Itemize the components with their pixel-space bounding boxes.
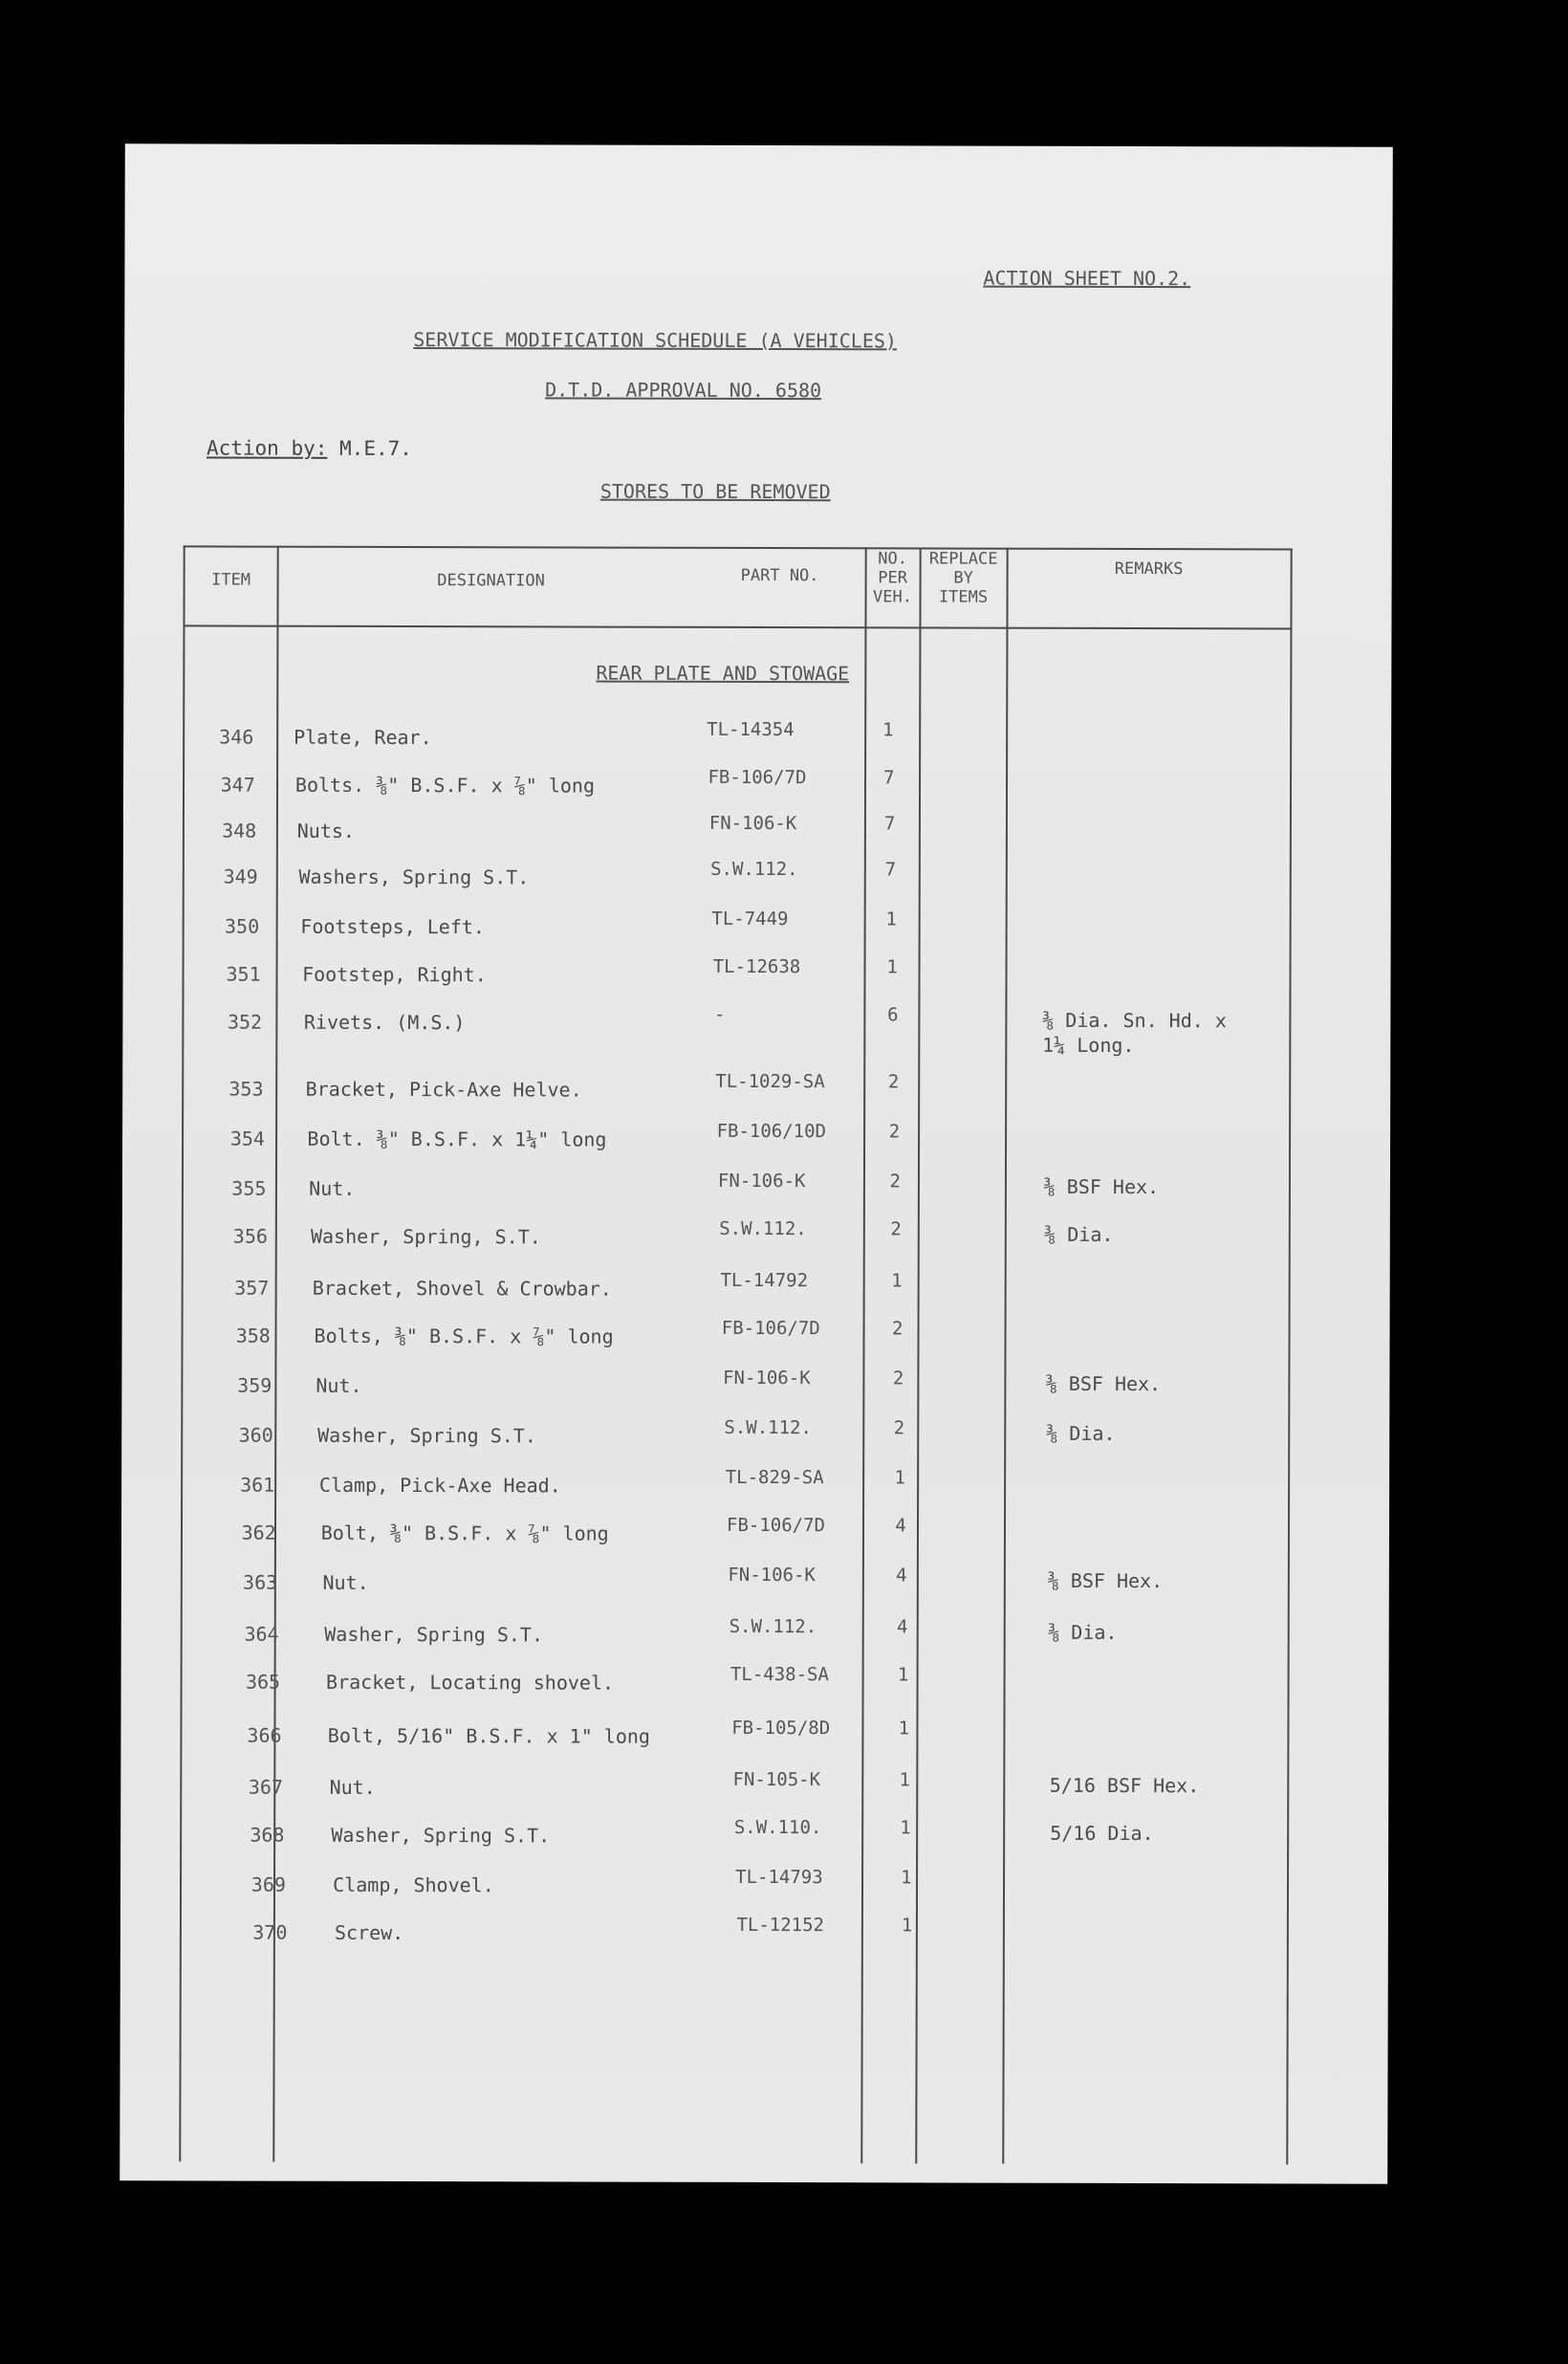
col-qty-heading-line: NO. [878, 549, 908, 569]
item-number: 365 [245, 1670, 281, 1694]
item-number: 364 [244, 1622, 279, 1646]
col-replace-heading-line: BY [953, 568, 973, 588]
item-designation: Bracket, Pick-Axe Helve. [305, 1077, 582, 1102]
item-number: 354 [229, 1127, 266, 1150]
col-qty-heading [867, 549, 919, 606]
document-title: SERVICE MODIFICATION SCHEDULE (A VEHICLES) [413, 328, 898, 353]
col-replace-heading [922, 549, 1006, 606]
item-designation: Washer, Spring S.T. [331, 1823, 551, 1848]
item-number: 349 [223, 865, 258, 888]
quantity-per-vehicle: 1 [885, 908, 897, 930]
table-top-rule [184, 545, 1293, 550]
table-left-rule [179, 545, 185, 2161]
col-replace-heading-line: ITEMS [938, 587, 989, 607]
part-number: FN-106-K [723, 1367, 811, 1390]
quantity-per-vehicle: 2 [889, 1171, 902, 1193]
table-col-rule-qty [915, 547, 921, 2163]
item-designation: Screw. [334, 1920, 404, 1945]
col-qty-heading-line: VEH. [873, 587, 913, 607]
quantity-per-vehicle: 4 [895, 1515, 906, 1537]
item-number: 358 [235, 1324, 271, 1347]
quantity-per-vehicle: 7 [882, 767, 895, 789]
item-number: 361 [240, 1473, 275, 1497]
quantity-per-vehicle: 1 [901, 1867, 912, 1889]
part-number: FN-106-K [728, 1564, 816, 1587]
item-number: 352 [227, 1010, 263, 1034]
quantity-per-vehicle: 1 [882, 719, 894, 741]
part-number: TL-14793 [735, 1866, 823, 1889]
item-number: 357 [234, 1276, 270, 1300]
item-number: 367 [248, 1775, 284, 1799]
col-replace-heading-line: REPLACE [928, 549, 998, 569]
part-number: FN-106-K [717, 1170, 806, 1193]
quantity-per-vehicle: 1 [901, 1915, 913, 1937]
item-number: 348 [222, 819, 257, 843]
quantity-per-vehicle: 7 [884, 859, 897, 881]
part-number: TL-12152 [736, 1914, 825, 1937]
item-number: 359 [237, 1373, 272, 1397]
quantity-per-vehicle: 2 [893, 1417, 905, 1439]
action-by [207, 436, 412, 460]
approval-number: D.T.D. APPROVAL NO. 6580 [545, 378, 822, 403]
col-part-heading: PART NO. [740, 565, 819, 586]
item-number: 346 [219, 725, 254, 749]
item-number: 369 [250, 1872, 286, 1896]
quantity-per-vehicle: 4 [896, 1565, 907, 1587]
item-designation: Footsteps, Left. [300, 914, 486, 939]
item-number: 347 [220, 773, 255, 797]
item-designation: Bolts, ⅜" B.S.F. x ⅞" long [314, 1324, 614, 1348]
item-designation: Plate, Rear. [294, 725, 432, 750]
item-designation: Bolt. ⅜" B.S.F. x 1¼" long [307, 1127, 607, 1151]
part-number: FB-106/10D [716, 1120, 827, 1143]
part-number: TL-7449 [711, 908, 789, 930]
remarks-line: ⅜ BSF Hex. [1043, 1174, 1160, 1199]
part-number: S.W.112. [724, 1416, 812, 1439]
part-number: TL-1029-SA [715, 1070, 825, 1093]
part-number: FB-106/7D [708, 766, 807, 789]
quantity-per-vehicle: 1 [894, 1467, 906, 1489]
remarks-line: 1¼ Long. [1042, 1033, 1135, 1058]
quantity-per-vehicle: 6 [887, 1004, 899, 1026]
quantity-per-vehicle: 7 [883, 813, 896, 835]
table-header-rule [183, 624, 1292, 629]
section-title: STORES TO BE REMOVED [599, 479, 831, 504]
remarks-line: ⅜ Dia. [1044, 1222, 1114, 1246]
remarks-line: ⅜ BSF Hex. [1047, 1568, 1164, 1593]
part-number: FN-106-K [708, 812, 797, 835]
item-designation: Nut. [316, 1373, 362, 1397]
part-number: TL-14792 [720, 1269, 809, 1292]
col-remarks-heading: REMARKS [1114, 558, 1184, 580]
quantity-per-vehicle: 4 [896, 1616, 908, 1638]
item-designation: Bolt, 5/16" B.S.F. x 1" long [327, 1723, 651, 1748]
quantity-per-vehicle: 2 [890, 1218, 902, 1240]
item-number: 366 [247, 1723, 282, 1747]
part-number: - [714, 1003, 726, 1025]
item-number: 370 [252, 1920, 288, 1944]
item-designation: Clamp, Pick-Axe Head. [318, 1473, 561, 1498]
item-designation: Bracket, Shovel & Crowbar. [312, 1276, 612, 1301]
action-sheet-number: ACTION SHEET NO.2. [983, 266, 1191, 291]
item-number: 360 [238, 1423, 273, 1447]
part-number: TL-12638 [712, 955, 801, 978]
col-item-heading: ITEM [211, 570, 251, 590]
quantity-per-vehicle: 2 [887, 1071, 900, 1093]
item-designation: Nuts. [296, 819, 355, 843]
part-number: S.W.112. [729, 1615, 817, 1638]
item-designation: Nut. [309, 1176, 356, 1200]
item-designation: Washer, Spring, S.T. [310, 1224, 541, 1249]
part-number: FB-106/7D [721, 1317, 820, 1340]
item-designation: Washer, Spring S.T. [317, 1423, 536, 1448]
remarks-line: 5/16 BSF Hex. [1049, 1773, 1200, 1798]
remarks-line: ⅜ Dia. [1046, 1421, 1116, 1445]
part-number: FB-106/7D [727, 1514, 826, 1537]
part-number: S.W.110. [733, 1816, 822, 1839]
item-designation: Footstep, Right. [302, 962, 487, 987]
quantity-per-vehicle: 2 [888, 1121, 901, 1143]
item-designation: Bolt, ⅜" B.S.F. x ⅞" long [320, 1521, 609, 1545]
item-number: 353 [229, 1077, 264, 1101]
quantity-per-vehicle: 2 [892, 1368, 904, 1390]
quantity-per-vehicle: 1 [898, 1718, 910, 1740]
quantity-per-vehicle: 1 [900, 1817, 911, 1839]
item-designation: Nut. [329, 1775, 376, 1799]
item-number: 363 [243, 1570, 278, 1594]
item-designation: Nut. [322, 1570, 369, 1594]
item-designation: Bracket, Locating shovel. [326, 1670, 615, 1695]
item-number: 368 [250, 1823, 285, 1847]
item-number: 356 [232, 1224, 268, 1248]
part-number: FB-105/8D [731, 1717, 831, 1740]
col-qty-heading-line: PER [878, 568, 907, 588]
remarks-line: ⅜ Dia. Sn. Hd. x [1042, 1008, 1227, 1033]
item-number: 351 [226, 962, 261, 986]
group-heading: REAR PLATE AND STOWAGE [596, 661, 850, 686]
part-number: S.W.112. [719, 1217, 807, 1240]
remarks-line: 5/16 Dia. [1050, 1821, 1154, 1846]
table-right-rule [1286, 548, 1292, 2164]
item-number: 350 [225, 914, 260, 938]
quantity-per-vehicle: 1 [891, 1270, 903, 1292]
part-number: TL-14354 [707, 718, 795, 741]
quantity-per-vehicle: 1 [897, 1664, 909, 1686]
quantity-per-vehicle: 1 [899, 1769, 910, 1791]
action-by-label: Action by: [206, 436, 328, 460]
table-col-rule-item [272, 546, 278, 2162]
item-number: 362 [241, 1521, 276, 1544]
remarks-line: ⅜ Dia. [1048, 1620, 1118, 1644]
item-designation: Washers, Spring S.T. [298, 865, 530, 889]
table-col-rule-replace [1002, 548, 1008, 2164]
quantity-per-vehicle: 2 [892, 1318, 904, 1340]
part-number: TL-829-SA [725, 1466, 824, 1489]
part-number: TL-438-SA [730, 1663, 829, 1686]
item-designation: Rivets. (M.S.) [303, 1010, 466, 1035]
part-number: S.W.112. [710, 858, 798, 881]
item-designation: Bolts. ⅜" B.S.F. x ⅞" long [294, 773, 596, 798]
part-number: FN-105-K [732, 1768, 821, 1791]
item-designation: Clamp, Shovel. [333, 1872, 494, 1897]
col-designation-heading: DESIGNATION [437, 571, 545, 591]
quantity-per-vehicle: 1 [886, 956, 898, 978]
remarks-line: ⅜ BSF Hex. [1045, 1371, 1162, 1396]
item-designation: Washer, Spring S.T. [324, 1622, 544, 1647]
item-number: 355 [231, 1176, 267, 1200]
document-page [120, 143, 1393, 2183]
action-by-value: M.E.7. [339, 436, 412, 461]
